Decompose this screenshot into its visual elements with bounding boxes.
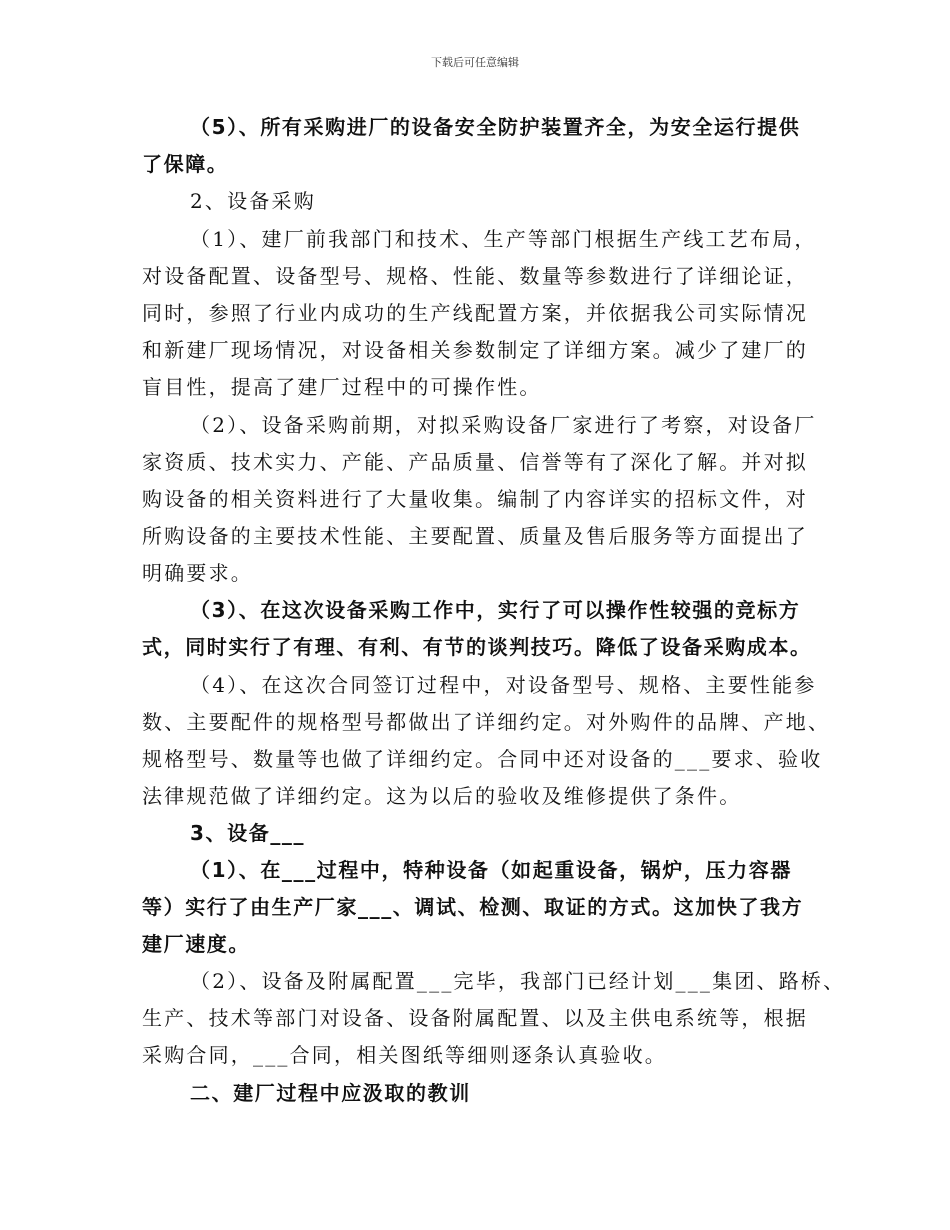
paragraph-line: （1）、建厂前我部门和技术、生产等部门根据生产线工艺布局， <box>190 227 817 251</box>
paragraph-line: 法律规范做了详细约定。这为以后的验收及维修提供了条件。 <box>142 784 742 808</box>
paragraph-line: 明确要求。 <box>142 561 253 585</box>
paragraph-line: 数、主要配件的规格型号都做出了详细约定。对外购件的品牌、产地、 <box>142 710 831 734</box>
paragraph-line: 规格型号、数量等也做了详细约定。合同中还对设备的___要求、验收 <box>142 747 823 771</box>
paragraph-line: 生产、技术等部门对设备、设备附属配置、以及主供电系统等，根据 <box>142 1006 808 1030</box>
paragraph-line: （3）、在这次设备采购工作中，实行了可以操作性较强的竞标方 <box>190 598 801 622</box>
page-header: 下载后可任意编辑 <box>431 56 519 69</box>
paragraph-line: 同时，参照了行业内成功的生产线配置方案，并依据我公司实际情况 <box>142 301 808 325</box>
paragraph-line: 采购合同，___合同，相关图纸等细则逐条认真验收。 <box>142 1043 667 1067</box>
paragraph-line: 购设备的相关资料进行了大量收集。编制了内容详实的招标文件，对 <box>142 487 808 511</box>
paragraph-line: （1）、在___过程中，特种设备（如起重设备，锅炉，压力容器 <box>190 858 792 882</box>
paragraph-line: 盲目性，提高了建厂过程中的可操作性。 <box>142 375 542 399</box>
paragraph-line: 家资质、技术实力、产能、产品质量、信誉等有了深化了解。并对拟 <box>142 450 808 474</box>
section-heading: 2、设备采购 <box>190 189 316 213</box>
paragraph-line: 式，同时实行了有理、有利、有节的谈判技巧。降低了设备采购成本。 <box>142 635 812 659</box>
paragraph-line: （4）、在这次合同签订过程中，对设备型号、规格、主要性能参 <box>190 673 817 697</box>
paragraph-line: 等）实行了由生产厂家___、调试、检测、取证的方式。这加快了我方 <box>142 895 804 919</box>
paragraph-line: （2）、设备及附属配置___完毕，我部门已经计划___集团、路桥、 <box>190 969 846 993</box>
paragraph-line: 所购设备的主要技术性能、主要配置、质量及售后服务等方面提出了 <box>142 524 808 548</box>
section-heading: 3、设备___ <box>190 821 306 845</box>
paragraph-line: （2）、设备采购前期，对拟采购设备厂家进行了考察，对设备厂 <box>190 413 817 437</box>
paragraph-line: 对设备配置、设备型号、规格、性能、数量等参数进行了详细论证， <box>142 264 808 288</box>
paragraph-line: （5）、所有采购进厂的设备安全防护装置齐全，为安全运行提供 <box>190 115 801 139</box>
section-heading: 二、建厂过程中应汲取的教训 <box>190 1081 471 1105</box>
paragraph-line: 了保障。 <box>142 152 229 176</box>
paragraph-line: 建厂速度。 <box>142 932 250 956</box>
paragraph-line: 和新建厂现场情况，对设备相关参数制定了详细方案。减少了建厂的 <box>142 338 808 362</box>
